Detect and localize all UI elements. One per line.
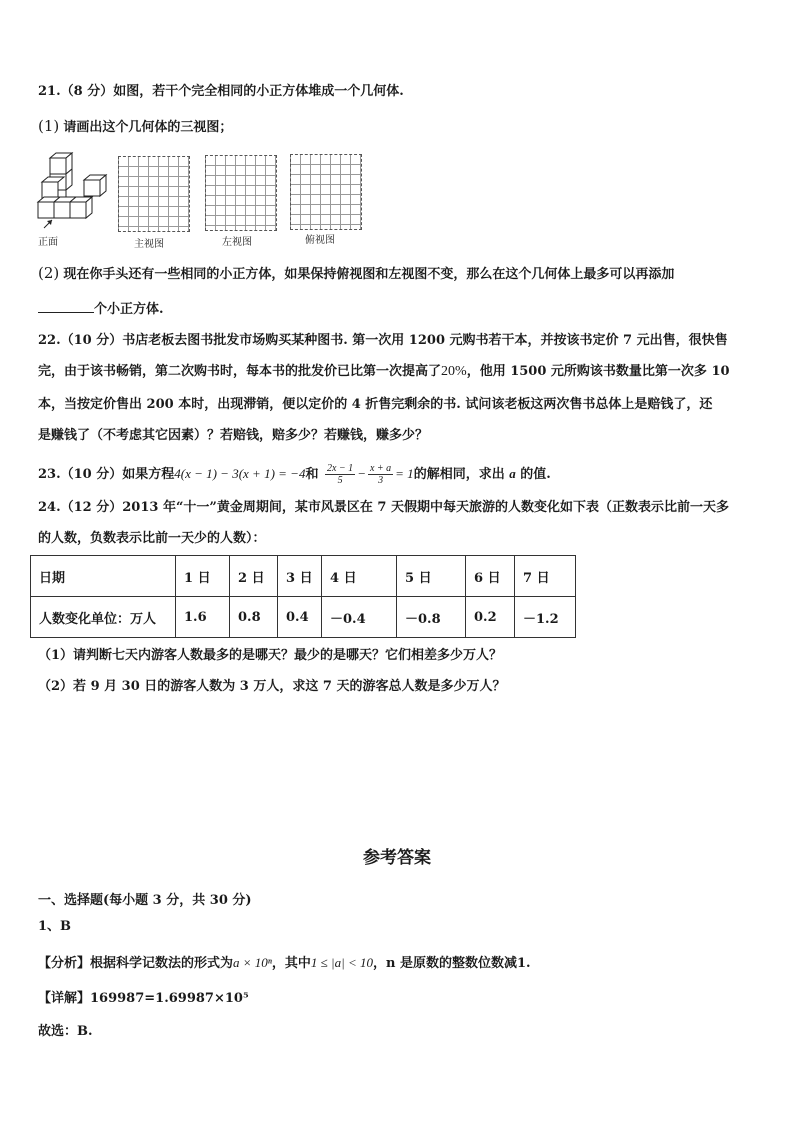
q21-heading: 21.（8 分）如图，若干个完全相同的小正方体堆成一个几何体. [38,84,404,99]
table-cell: 3 日 [278,556,322,597]
q23-frac1-den: 5 [337,475,343,486]
table-cell: 人数变化单位：万人 [31,597,176,638]
q23-fraction-1 [325,463,355,486]
left-view-grid[interactable] [205,155,277,231]
table-row [31,597,576,638]
q23-line [38,462,551,487]
answer-blank[interactable] [38,300,94,313]
visitor-change-table [30,555,576,638]
q21-part1-text: 请画出这个几何体的三视图； [63,120,233,135]
analysis-mid: ，其中 [271,956,311,971]
answers-title: 参考答案 [363,848,431,868]
q23-suffix-a: 的解相同，求出 [413,467,505,482]
q22-line4: 是赚钱了（不考虑其它因素）？若赔钱，赔多少？若赚钱，赚多少？ [38,428,429,443]
q23-and: 和 [305,467,319,482]
table-cell: 4 日 [322,556,397,597]
table-cell: 7 日 [515,556,576,597]
q23-equation-1: 4(x − 1) − 3(x + 1) = −4 [174,466,306,481]
q24-line2: 的人数，负数表示比前一天少的人数）： [38,531,266,546]
q23-eq2-tail: = 1 [395,466,414,481]
q23-frac2-num: x + a [369,463,392,474]
main-view-grid[interactable] [118,156,190,232]
analysis-prefix: 【分析】根据科学记数法的形式为 [38,956,234,971]
caption-left-view: 左视图 [222,237,252,248]
q21-part2-end [38,300,164,318]
q22-line2-b: ，他用 1500 元所购该书数量比第一次多 10 [466,364,730,379]
table-cell: 5 日 [397,556,466,597]
table-cell: 0.4 [278,597,322,638]
caption-top-view: 俯视图 [305,235,335,246]
analysis-line [38,955,531,972]
caption-main-view: 主视图 [134,239,164,250]
top-view-grid[interactable] [290,154,362,230]
table-cell: －0.4 [322,597,397,638]
table-cell: 2 日 [230,556,278,597]
analysis-suffix: ，n 是原数的整数位数减1. [372,956,531,971]
table-cell: 1 日 [176,556,230,597]
analysis-formula: a × 10ⁿ [233,955,272,970]
cube-stack-figure [36,152,108,230]
q21-part1 [38,118,232,136]
caption-front: 正面 [38,237,58,248]
q21-part2-end-text: 个小正方体. [94,302,164,317]
table-cell: 6 日 [466,556,515,597]
table-cell: －0.8 [397,597,466,638]
conclusion-line: 故选：B. [38,1024,93,1039]
q23-var-a: a [509,466,516,481]
q23-frac2-den: 3 [378,475,384,486]
q23-minus: − [357,466,366,481]
q23-prefix: 23.（10 分）如果方程 [38,467,175,482]
table-cell: 1.6 [176,597,230,638]
q21-part1-num: (1) [38,117,60,135]
q21-part2 [38,265,674,283]
q24-subquestion-2: （2）若 9 月 30 日的游客人数为 3 万人，求这 7 天的游客总人数是多少万人？ [38,679,506,694]
q23-frac1-num: 2x − 1 [327,463,354,474]
q22-percent: 20% [441,364,467,379]
q24-line1: 24.（12 分）2013 年“十一”黄金周期间，某市风景区在 7 天假期中每天旅游的人数变化如下表（正数表示比前一天多 [38,500,729,515]
table-cell: 0.2 [466,597,515,638]
answer-item-1: 1、B [38,919,72,934]
table-cell: 0.8 [230,597,278,638]
q22-line3: 本，当按定价售出 200 本时，出现滞销，便以定价的 4 折售完剩余的书. 试问该老板这两次售书总体上是赔钱了，还 [38,397,713,412]
q21-part2-num: (2) [38,264,60,282]
q23-suffix-b: 的值. [520,467,551,482]
table-row [31,556,576,597]
q24-subquestion-1: （1）请判断七天内游客人数最多的是哪天？最少的是哪天？它们相差多少万人？ [38,648,503,663]
answers-section-heading: 一、选择题(每小题 3 分，共 30 分) [38,893,252,908]
q23-fraction-2 [368,463,393,486]
analysis-range: 1 ≤ |a| < 10 [310,955,373,970]
detail-line: 【详解】169987=1.69987×10⁵ [38,991,249,1006]
q22-line1: 22.（10 分）书店老板去图书批发市场购买某种图书. 第一次用 1200 元购书若干本，并按该书定价 7 元出售，很快售 [38,333,728,348]
q21-part2-text: 现在你手头还有一些相同的小正方体，如果保持俯视图和左视图不变，那么在这个几何体上最多可以再添加 [63,267,675,282]
q22-line2-a: 完，由于该书畅销，第二次购书时，每本书的批发价已比第一次提高了 [38,364,442,379]
table-cell: 日期 [31,556,176,597]
table-cell: －1.2 [515,597,576,638]
q22-line2 [38,364,730,380]
